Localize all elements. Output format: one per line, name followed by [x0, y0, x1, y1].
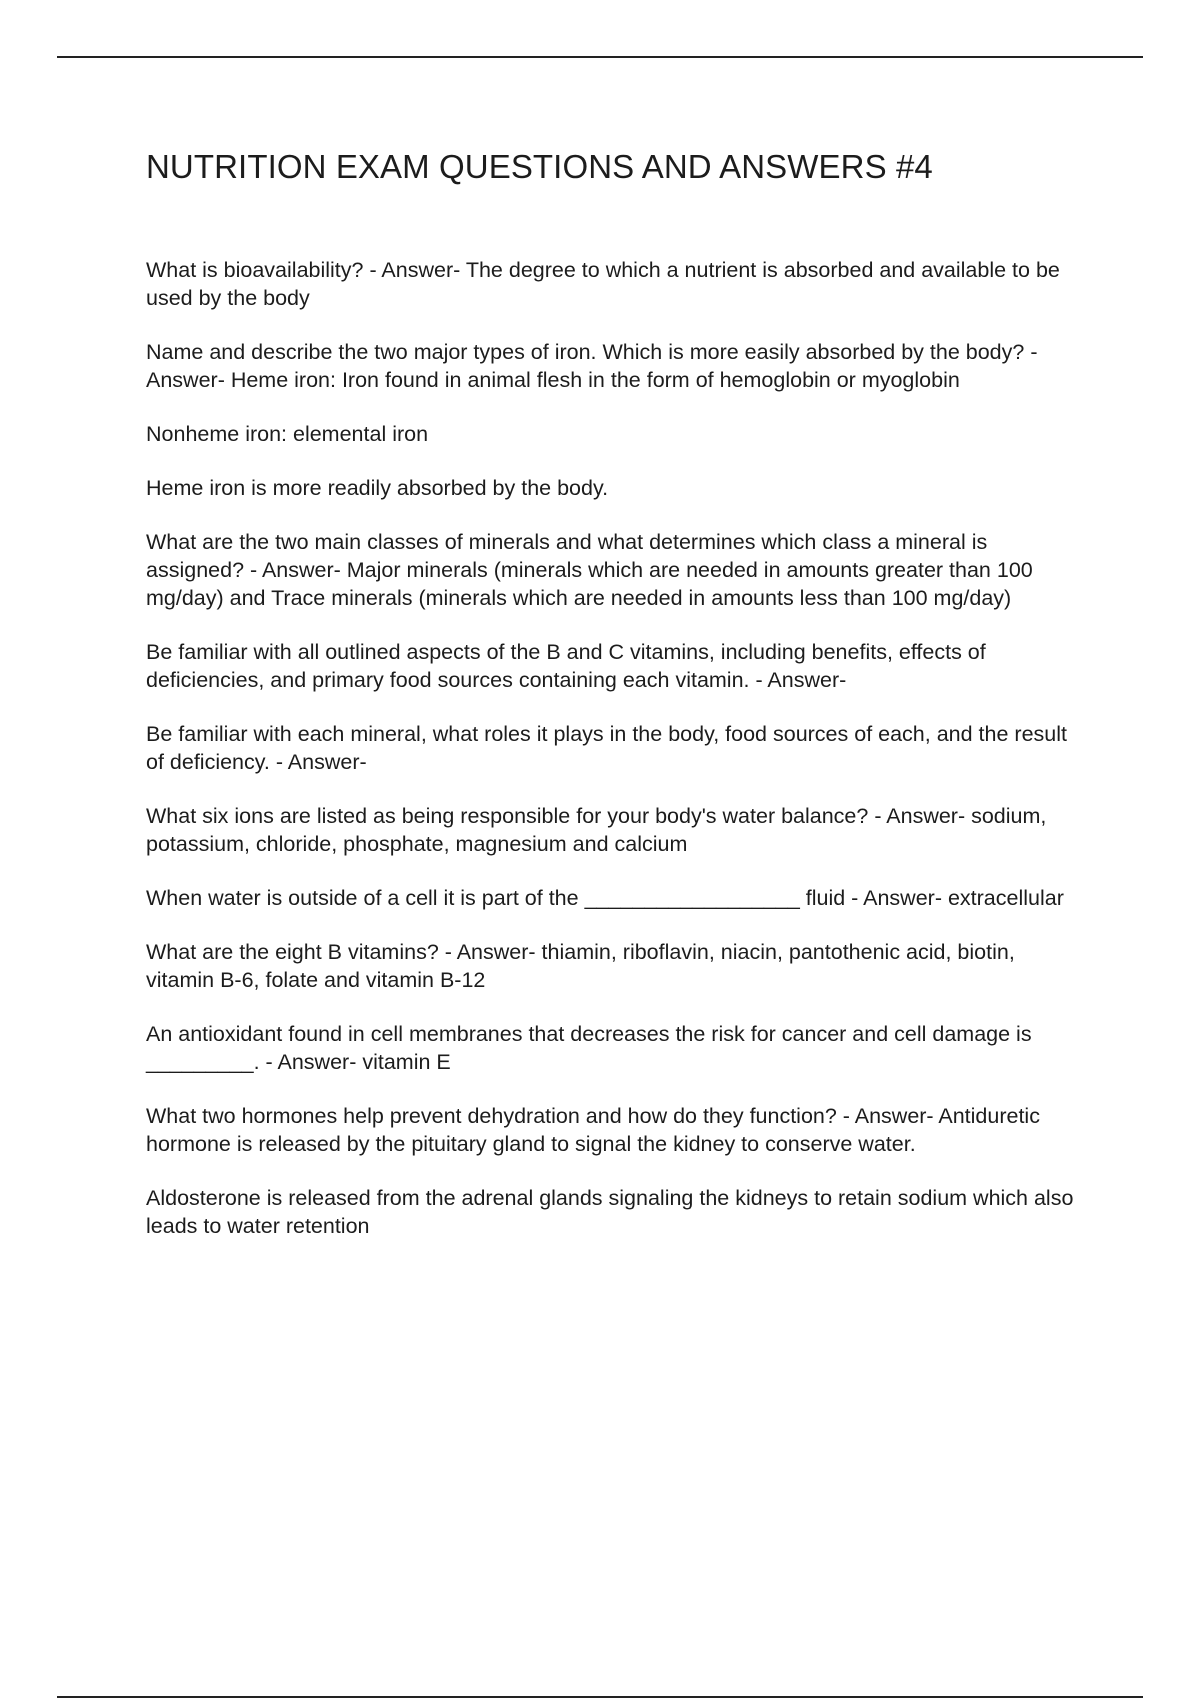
- qa-paragraph: Be familiar with each mineral, what roles it plays in the body, food sources of each, and the result of deficiency. - Answer-: [146, 722, 1067, 774]
- page-title: NUTRITION EXAM QUESTIONS AND ANSWERS #4: [146, 148, 933, 185]
- bottom-divider: [57, 1696, 1143, 1698]
- qa-paragraph: Nonheme iron: elemental iron: [146, 422, 429, 446]
- qa-paragraph: What are the two main classes of minerals and what determines which class a mineral is assigned? - Answer- Major minerals (minerals which are needed in amounts greater than 100 mg/day) and Trace minerals (minerals which are needed in amounts less than 100 mg/day): [146, 530, 1033, 610]
- top-divider: [57, 56, 1143, 58]
- qa-content: [146, 256, 1086, 1266]
- qa-paragraph: What are the eight B vitamins? - Answer- thiamin, riboflavin, niacin, pantothenic acid, biotin, vitamin B-6, folate and vitamin B-12: [146, 940, 1015, 992]
- qa-paragraph: What two hormones help prevent dehydration and how do they function? - Answer- Antiduretic hormone is released by the pituitary gland to signal the kidney to conserve water.: [146, 1104, 1040, 1156]
- qa-paragraph: Name and describe the two major types of iron. Which is more easily absorbed by the body? - Answer- Heme iron: Iron found in animal flesh in the form of hemoglobin or myoglobin: [146, 340, 1038, 392]
- qa-paragraph: Be familiar with all outlined aspects of the B and C vitamins, including benefits, effects of deficiencies, and primary food sources containing each vitamin. - Answer-: [146, 640, 986, 692]
- qa-paragraph: Aldosterone is released from the adrenal glands signaling the kidneys to retain sodium which also leads to water retention: [146, 1186, 1074, 1238]
- qa-paragraph: When water is outside of a cell it is part of the __________________ fluid - Answer- extracellular: [146, 886, 1064, 910]
- qa-paragraph: Heme iron is more readily absorbed by the body.: [146, 476, 609, 500]
- qa-paragraph: What six ions are listed as being responsible for your body's water balance? - Answer- sodium, potassium, chloride, phosphate, magnesium and calcium: [146, 804, 1047, 856]
- qa-paragraph: An antioxidant found in cell membranes that decreases the risk for cancer and cell damage is _________. - Answer- vitamin E: [146, 1022, 1032, 1074]
- qa-paragraph: What is bioavailability? - Answer- The degree to which a nutrient is absorbed and available to be used by the body: [146, 258, 1060, 310]
